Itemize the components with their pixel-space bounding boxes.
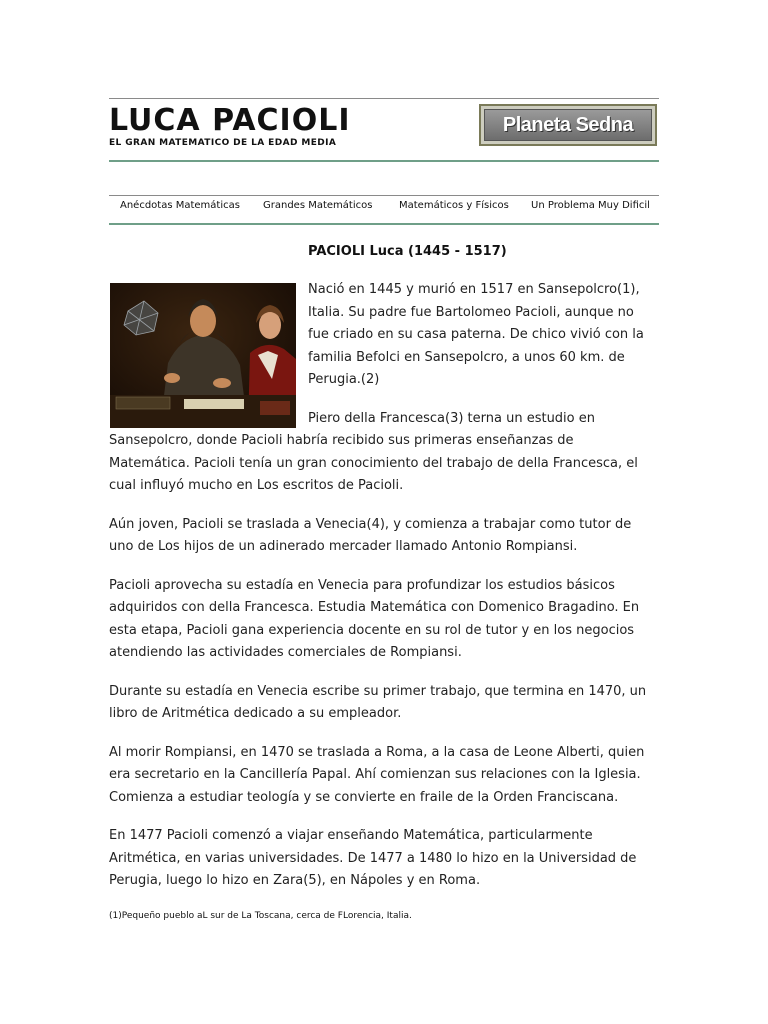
- footnote: (1)Pequeño pueblo aL sur de La Toscana, cerca de FLorencia, Italia.: [109, 911, 412, 921]
- paragraph: Al morir Rompiansi, en 1470 se traslada a Roma, a la casa de Leone Alberti, quien era secretario en la Cancillería Papal. Ahí comienzan sus relaciones con la Iglesia. Comienza a estudiar teología y se convierte en fraile de la Orden Franciscana.: [109, 744, 645, 805]
- header-divider: [109, 160, 659, 162]
- paragraph: Durante su estadía en Venecia escribe su primer trabajo, que termina en 1470, un libro de Aritmética dedicado a su empleador.: [109, 683, 647, 721]
- paragraph: Piero della Francesca(3) terna un estudio en Sansepolcro, donde Pacioli habría recibido sus primeras enseñanzas de Matemática. Pacioli tenía un gran conocimiento del trabajo de della Francesca, el cual influyó mucho en Los escritos de Pacioli.: [109, 410, 638, 493]
- article-body: [109, 279, 657, 909]
- planeta-sedna-logo[interactable]: [479, 104, 657, 146]
- nav-item-matematicos-fisicos[interactable]: Matemáticos y Físicos: [399, 200, 509, 211]
- article-heading: PACIOLI Luca (1445 - 1517): [308, 244, 507, 259]
- top-divider: [109, 98, 659, 99]
- nav-bar: [109, 195, 659, 224]
- nav-item-anecdotas[interactable]: Anécdotas Matemáticas: [120, 200, 240, 211]
- paragraph: Nació en 1445 y murió en 1517 en Sansepolcro(1), Italia. Su padre fue Bartolomeo Pacioli, aunque no fue criado en su casa paterna. De chico vivió con la familia Befolci en Sansepolcro, a unos 60 km. de Perugia.(2): [308, 282, 644, 387]
- page-subtitle: EL GRAN MATEMATICO DE LA EDAD MEDIA: [109, 138, 337, 148]
- page-title: LUCA PACIOLI: [109, 103, 351, 138]
- nav-divider: [109, 223, 659, 225]
- paragraph: Aún joven, Pacioli se traslada a Venecia(4), y comienza a trabajar como tutor de uno de Los hijos de un adinerado mercader llamado Antonio Rompiansi.: [109, 516, 632, 554]
- image-float-spacer: [109, 279, 308, 429]
- nav-item-grandes-matematicos[interactable]: Grandes Matemáticos: [263, 200, 373, 211]
- paragraph: Pacioli aprovecha su estadía en Venecia para profundizar los estudios básicos adquiridos con della Francesca. Estudia Matemática con Domenico Bragadino. En esta etapa, Pacioli gana experiencia docente en su rol de tutor y en los negocios atendiendo las actividades comerciales de Rompiansi.: [109, 577, 640, 660]
- nav-item-problema-dificil[interactable]: Un Problema Muy Dificil: [531, 200, 650, 211]
- logo-text: Planeta Sedna: [484, 109, 652, 141]
- paragraph: En 1477 Pacioli comenzó a viajar enseñando Matemática, particularmente Aritmética, en varias universidades. De 1477 a 1480 lo hizo en la Universidad de Perugia, luego lo hizo en Zara(5), en Nápoles y en Roma.: [109, 828, 637, 888]
